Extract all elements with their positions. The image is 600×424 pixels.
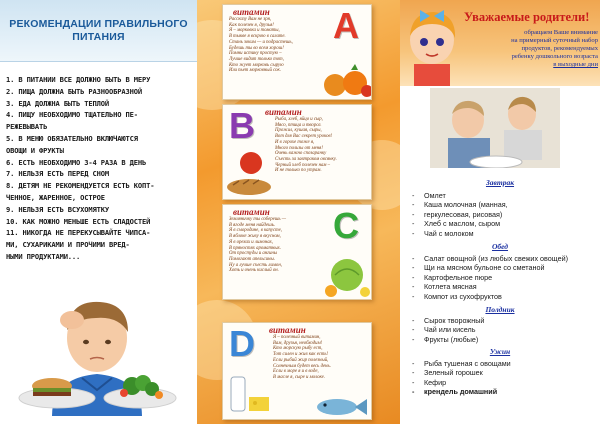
menu-item: - Рыба тушеная с овощами	[412, 359, 597, 368]
menu-item: - Компот из сухофруктов	[412, 292, 597, 301]
list-item: 5. В МЕНЮ ОБЯЗАТЕЛЬНО ВКЛЮЧАЮТСЯ	[6, 133, 138, 143]
vitamin-b-poem: Рыба, хлеб, яйцо и сыр, Мясо, птица и творог. Прожил, кушая, сыры, Вот для Вас секрет уроков! И в горохе тоже я, Много пользы от меня! Очень важно спозаранку Съесть за завтраком овсянку. Черный хлеб полезен нам – И не только по утрам.	[275, 117, 337, 174]
intro-line: ребенку дошкольного возраста	[511, 53, 598, 60]
cabbage-illustration	[321, 253, 372, 299]
vitamin-c-letter: C	[333, 205, 359, 246]
meal-heading-dinner: Ужин	[489, 347, 511, 356]
vitamin-d-letter: D	[229, 323, 255, 364]
list-item: ОВОЩИ И ФРУКТЫ	[6, 145, 64, 155]
list-item: 1. В ПИТАНИИ ВСЕ ДОЛЖНО БЫТЬ В МЕРУ	[6, 75, 151, 84]
vitamin-b-heading: витамин	[265, 107, 302, 117]
menu-item: - Картофельное пюре	[412, 273, 597, 282]
parents-intro	[462, 29, 598, 69]
dinner-menu	[412, 359, 597, 397]
menu-item: - Котлета мясная	[412, 282, 597, 291]
meal-heading-lunch: Обед	[491, 242, 509, 251]
lunch-menu	[412, 254, 597, 301]
intro-line: обращаем Ваше внимание	[524, 29, 598, 36]
vitamin-b-card	[222, 104, 372, 200]
menu-item: - Фрукты (любые)	[412, 335, 597, 344]
list-item: 11. НИКОГДА НЕ ПЕРЕКУСЫВАЙТЕ ЧИПСА-	[6, 228, 151, 238]
vitamin-a-heading: витамин	[233, 7, 270, 17]
vitamins-panel	[197, 0, 400, 424]
recommendations-panel	[0, 0, 197, 424]
vitamin-a-letter: A	[333, 5, 359, 46]
snack-menu	[412, 316, 597, 344]
meal-heading-breakfast: Завтрак	[485, 178, 515, 187]
bread-and-tomato-illustration	[225, 149, 277, 199]
intro-line: на примерный суточный набор	[511, 37, 598, 44]
vitamin-d-poem: Я – полезный витамин, Вам, друзья, необходим! Кто морскую рыбу ест, Тот силен и жив как есть! Если рыбий жир полезный, Солнечным будет весь день. Если в море я и в воде, В масле я, сыре и молоке.	[273, 335, 331, 380]
boy-with-vegetables-photo	[12, 286, 182, 416]
menu-item: - крендель домашний	[412, 387, 597, 396]
menu-item: - Щи на мясном бульоне со сметаной	[412, 263, 597, 272]
vitamin-c-card	[222, 204, 372, 300]
list-item: 6. ЕСТЬ НЕОБХОДИМО 3-4 РАЗА В ДЕНЬ	[6, 157, 147, 167]
list-item: ЧЕННОЕ, ЖАРЕННОЕ, ОСТРОЕ	[6, 192, 105, 202]
parents-panel	[400, 0, 600, 424]
breakfast-menu	[412, 191, 597, 238]
vitamin-a-poem: Рассказу Вам не зря, Как полезен я, друзья! Я – морковка и томаты, В тыкве я вскрою в салате. Стань зоким — и подрастешь, Будешь ты во всем хорош! Помни истину простую – Лучше видит только тот, Кто жует морковь сырую Или пьет морковный сок.	[229, 17, 293, 74]
list-item: 8. ДЕТЯМ НЕ РЕКОМЕНДУЕТСЯ ЕСТЬ КОПТ-	[6, 181, 155, 191]
menu-item: - Зеленый горошек	[412, 368, 597, 377]
recommendations-header	[0, 0, 197, 62]
menu-item: - Омлет	[412, 191, 597, 200]
list-item: 2. ПИЩА ДОЛЖНА БЫТЬ РАЗНООБРАЗНОЙ	[6, 86, 142, 96]
menu-item: - Кефир	[412, 378, 597, 387]
list-item: 9. НЕЛЬЗЯ ЕСТЬ ВСУХОМЯТКУ	[6, 204, 110, 214]
menu-item: - геркулесовая, рисовая)	[412, 210, 597, 219]
fish-illustration	[311, 395, 369, 419]
menu-item: - Салат овощной (из любых свежих овощей)	[412, 254, 597, 263]
list-item: МИ, СУХАРИКАМИ И ПРОЧИМИ ВРЕД-	[6, 240, 130, 250]
vegetables-illustration	[321, 59, 372, 99]
vitamin-a-card	[222, 4, 372, 100]
recommendations-title-line2: ПИТАНИЯ	[72, 31, 125, 43]
vitamin-b-letter: B	[229, 105, 255, 146]
menu-item: - Хлеб с маслом, сыром	[412, 219, 597, 228]
list-item: 7. НЕЛЬЗЯ ЕСТЬ ПЕРЕД СНОМ	[6, 169, 110, 179]
intro-line: в выходные дни	[553, 61, 598, 68]
recommendations-list	[6, 74, 194, 263]
doll-mascot-illustration	[400, 0, 466, 86]
list-item: 10. КАК МОЖНО МЕНЬШЕ ЕСТЬ СЛАДОСТЕЙ	[6, 216, 151, 226]
vitamin-d-heading: витамин	[269, 325, 306, 335]
list-item: РЕЖЕВЫВАТЬ	[6, 122, 48, 132]
list-item: 4. ПИЩУ НЕОБХОДИМО ТЩАТЕЛЬНО ПЕ-	[6, 110, 138, 120]
parents-banner	[400, 0, 600, 86]
menu-item: - Чай с молоком	[412, 229, 597, 238]
menu-item: - Каша молочная (манная,	[412, 200, 597, 209]
recommendations-title-line1: РЕКОМЕНДАЦИИ ПРАВИЛЬНОГО	[9, 18, 188, 30]
parents-title: Уважаемые родители!	[464, 10, 590, 24]
intro-line: продуктов, рекомендуемых	[521, 45, 598, 52]
menu-item: - Чай или кисель	[412, 325, 597, 334]
children-eating-photo	[430, 88, 560, 168]
recommendations-title	[4, 18, 193, 44]
milk-and-cheese-illustration	[225, 371, 273, 419]
vitamin-c-heading: витамин	[233, 207, 270, 217]
menu-item: - Сырок творожный	[412, 316, 597, 325]
vitamin-d-card	[222, 322, 372, 420]
list-item: НЫМИ ПРОДУКТАМИ...	[6, 251, 81, 261]
vitamin-c-poem: Земляничку ты соберешь — В ягоде меня найдешь. Я в смородине, в капусте, В яблоке живу я вкусном, Я в орехах и лимонах, В пряностях ароматных. От простуды и ангины Помогают апельсины. Ну а лучше съесть лимон, Хоть и очень кислый он.	[229, 217, 287, 274]
list-item: 3. ЕДА ДОЛЖНА БЫТЬ ТЕПЛОЙ	[6, 98, 110, 108]
meal-heading-snack: Полдник	[485, 305, 515, 314]
